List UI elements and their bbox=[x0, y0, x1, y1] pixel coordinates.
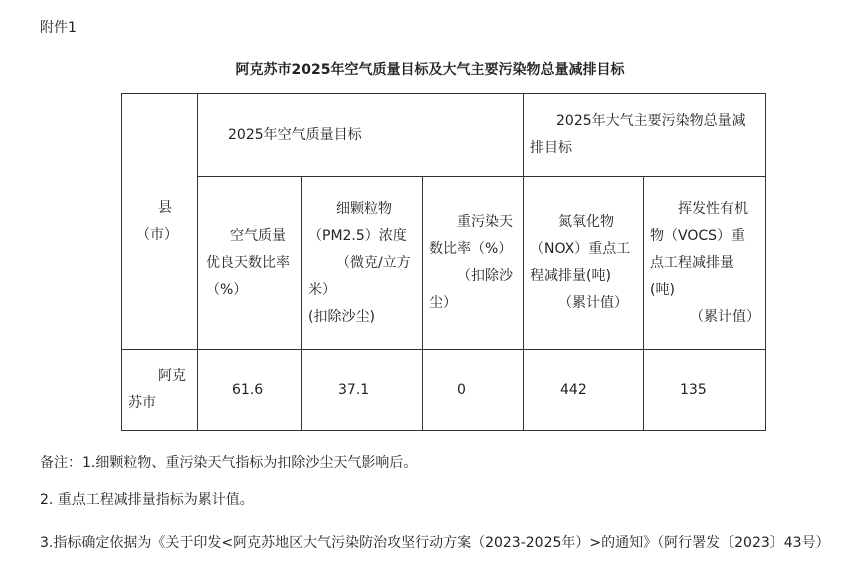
vocs-header-line: 挥发性有机 bbox=[678, 200, 749, 217]
county-cell bbox=[122, 350, 198, 431]
pm25-value: 37.1 bbox=[338, 381, 370, 398]
targets-table bbox=[121, 93, 766, 431]
pm25-header-line: （微克/立方 bbox=[336, 254, 411, 271]
heavy-header-line: 重污染天 bbox=[457, 214, 513, 230]
vocs-header-line: (吨) bbox=[650, 281, 675, 298]
county-header-cell bbox=[122, 94, 198, 350]
aqi-header-line: （%） bbox=[206, 281, 248, 298]
vocs-header-line: （累计值） bbox=[690, 308, 761, 325]
nox-column-header bbox=[524, 177, 644, 350]
heavy-header-line: （扣除沙 bbox=[457, 268, 513, 284]
heavy-value-cell bbox=[423, 350, 524, 431]
emission-group-header bbox=[524, 94, 766, 177]
pm25-column-header bbox=[302, 177, 423, 350]
table-row bbox=[122, 350, 766, 431]
note-line-2: 2. 重点工程减排量指标为累计值。 bbox=[40, 492, 254, 508]
pm25-header-line: （PM2.5）浓度 bbox=[308, 227, 407, 244]
document-title: 阿克苏市2025年空气质量目标及大气主要污染物总量减排目标 bbox=[235, 62, 625, 78]
pm25-header-line: 细颗粒物 bbox=[336, 200, 392, 217]
aqi-value: 61.6 bbox=[232, 381, 264, 398]
county-header-line1: 县 bbox=[158, 199, 172, 216]
note-line-1: 备注：1.细颗粒物、重污染天气指标为扣除沙尘天气影响后。 bbox=[40, 455, 418, 471]
pm25-value-cell bbox=[302, 350, 423, 431]
emission-group-line2: 排目标 bbox=[530, 140, 573, 156]
emission-group-line1: 2025年大气主要污染物总量减 bbox=[556, 113, 746, 129]
heavy-value: 0 bbox=[457, 381, 466, 398]
pm25-header-line: 米） bbox=[308, 281, 336, 298]
nox-header-line: （累计值） bbox=[558, 295, 629, 311]
nox-header-line: 氮氧化物 bbox=[558, 214, 615, 230]
air-quality-group-header bbox=[198, 94, 524, 177]
aqi-column-header bbox=[198, 177, 302, 350]
county-name-line1: 阿克 bbox=[158, 368, 186, 384]
vocs-column-header bbox=[644, 177, 766, 350]
county-header-line2: （市） bbox=[136, 226, 178, 243]
attachment-label: 附件1 bbox=[40, 20, 77, 36]
vocs-value-cell bbox=[644, 350, 766, 431]
heavy-header-line: 尘） bbox=[429, 295, 457, 311]
heavy-header-line: 数比率（%） bbox=[429, 241, 513, 257]
heavy-pollution-column-header bbox=[423, 177, 524, 350]
nox-value-cell bbox=[524, 350, 644, 431]
nox-header-line: （NOX）重点工 bbox=[530, 241, 631, 257]
nox-value: 442 bbox=[560, 381, 587, 398]
aqi-header-line: 空气质量 bbox=[230, 227, 286, 244]
county-name-line2: 苏市 bbox=[128, 395, 156, 411]
note-line-3: 3.指标确定依据为《关于印发<阿克苏地区大气污染防治攻坚行动方案（2023-2025年）>的通知》（阿行署发〔2023〕43号） bbox=[40, 535, 830, 551]
aqi-header-line: 优良天数比率 bbox=[206, 254, 290, 271]
aqi-value-cell bbox=[198, 350, 302, 431]
nox-header-line: 程减排量(吨) bbox=[530, 268, 611, 284]
vocs-header-line: 物（VOCS）重 bbox=[650, 227, 746, 244]
vocs-header-line: 点工程减排量 bbox=[650, 254, 735, 271]
pm25-header-line: (扣除沙尘) bbox=[308, 308, 375, 325]
vocs-value: 135 bbox=[680, 381, 707, 398]
air-quality-group-label: 2025年空气质量目标 bbox=[228, 126, 362, 143]
